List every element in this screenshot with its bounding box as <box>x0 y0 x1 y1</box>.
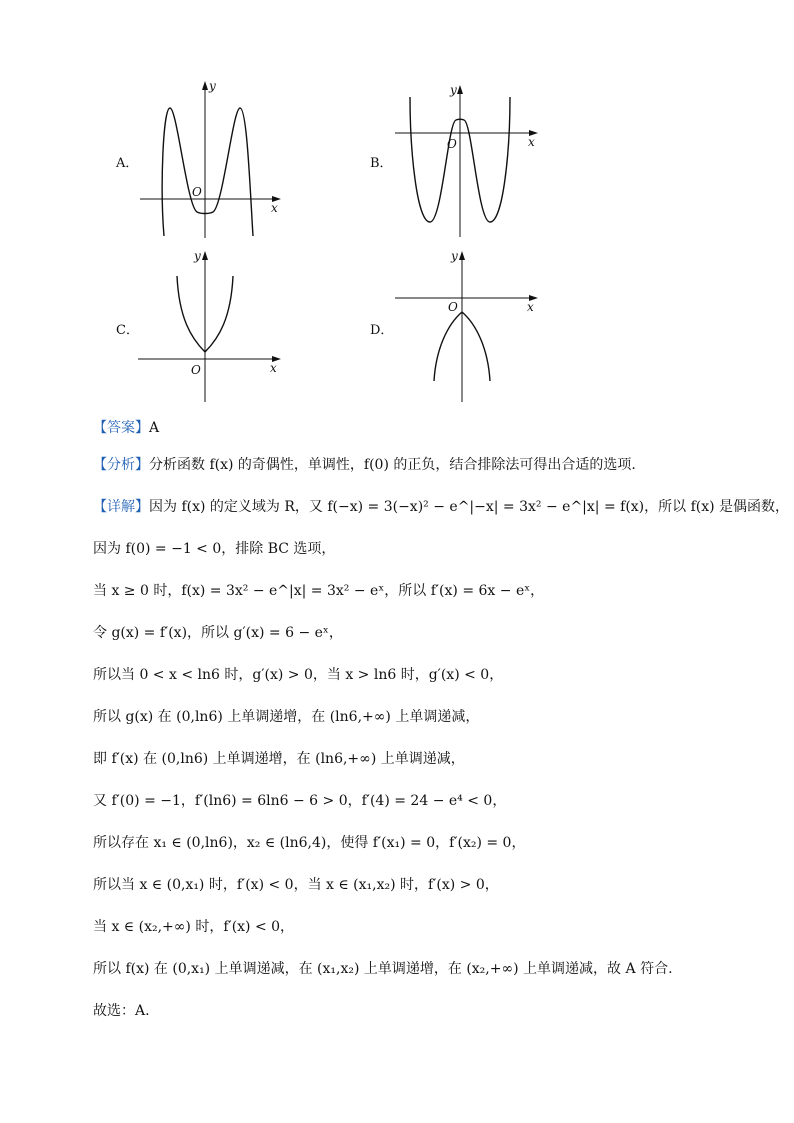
x-axis-label: x <box>528 135 535 149</box>
detail-tag: 【详解】 <box>93 499 149 515</box>
curve-a <box>162 108 253 236</box>
answer-value: A <box>149 420 160 436</box>
detail-line-10: 所以当 x ∈ (0,x₁) 时，f′(x) < 0，当 x ∈ (x₁,x₂) 时，f′(x) > 0， <box>93 877 499 893</box>
y-axis-label: y <box>451 249 458 263</box>
detail-line-9: 所以存在 x₁ ∈ (0,ln6)，x₂ ∈ (ln6,4)，使得 f′(x₁) = 0，f′(x₂) = 0， <box>93 835 526 851</box>
origin-label: O <box>448 300 458 314</box>
origin-label: O <box>192 185 202 199</box>
x-axis-label: x <box>271 201 278 215</box>
detail-text: 因为 f(x) 的定义域为 R，又 f(−x) = 3(−x)² − e^|−x| = 3x² − e^|x| = f(x)，所以 f(x) 是偶函数， <box>149 499 790 515</box>
y-axis-label: y <box>450 83 457 97</box>
detail-line-4: 令 g(x) = f′(x)，所以 g′(x) = 6 − eˣ， <box>93 625 343 641</box>
detail-line-5: 所以当 0 < x < ln6 时，g′(x) > 0，当 x > ln6 时，g′(x) < 0， <box>93 667 504 683</box>
analysis-tag: 【分析】 <box>93 457 149 473</box>
detail-line-3: 当 x ≥ 0 时，f(x) = 3x² − e^|x| = 3x² − eˣ，所以 f′(x) = 6x − eˣ， <box>93 583 545 599</box>
analysis-line <box>93 455 636 475</box>
option-a-graph <box>135 78 285 242</box>
answer-tag: 【答案】 <box>93 420 149 436</box>
detail-line-8: 又 f′(0) = −1，f′(ln6) = 6ln6 − 6 > 0，f′(4) = 24 − e⁴ < 0， <box>93 793 507 809</box>
detail-line-7: 即 f′(x) 在 (0,ln6) 上单调递增，在 (ln6,+∞) 上单调递减， <box>93 751 465 767</box>
y-axis-label: y <box>209 79 216 93</box>
option-d-label: D． <box>370 323 394 338</box>
y-axis-arrow <box>459 251 465 260</box>
origin-label: O <box>191 363 201 377</box>
y-axis-arrow <box>457 85 463 94</box>
origin-label: O <box>447 137 457 151</box>
x-axis-label: x <box>527 300 534 314</box>
option-d-graph <box>392 248 542 406</box>
detail-line-6: 所以 g(x) 在 (0,ln6) 上单调递增，在 (ln6,+∞) 上单调递减， <box>93 709 480 725</box>
analysis-text: 分析函数 f(x) 的奇偶性，单调性，f(0) 的正负，结合排除法可得出合适的选项. <box>149 457 636 473</box>
y-axis-arrow <box>202 251 208 260</box>
y-axis-label: y <box>194 249 201 263</box>
option-c-label: C． <box>116 323 139 338</box>
y-axis-arrow <box>202 81 208 90</box>
detail-line-12: 所以 f(x) 在 (0,x₁) 上单调递减，在 (x₁,x₂) 上单调递增，在 (x₂,+∞) 上单调递减，故 A 符合. <box>93 961 673 977</box>
detail-line-11: 当 x ∈ (x₂,+∞) 时，f′(x) < 0， <box>93 919 295 935</box>
option-a-label: A． <box>116 156 139 171</box>
answer-line <box>93 418 159 438</box>
option-b-label: B． <box>370 156 393 171</box>
detail-line-13: 故选：A. <box>93 1003 150 1019</box>
option-b-graph <box>392 82 542 242</box>
x-axis-label: x <box>270 361 277 375</box>
option-c-graph <box>135 248 285 406</box>
detail-line-2: 因为 f(0) = −1 < 0，排除 BC 选项， <box>93 541 336 557</box>
detail-line-1 <box>93 497 789 517</box>
